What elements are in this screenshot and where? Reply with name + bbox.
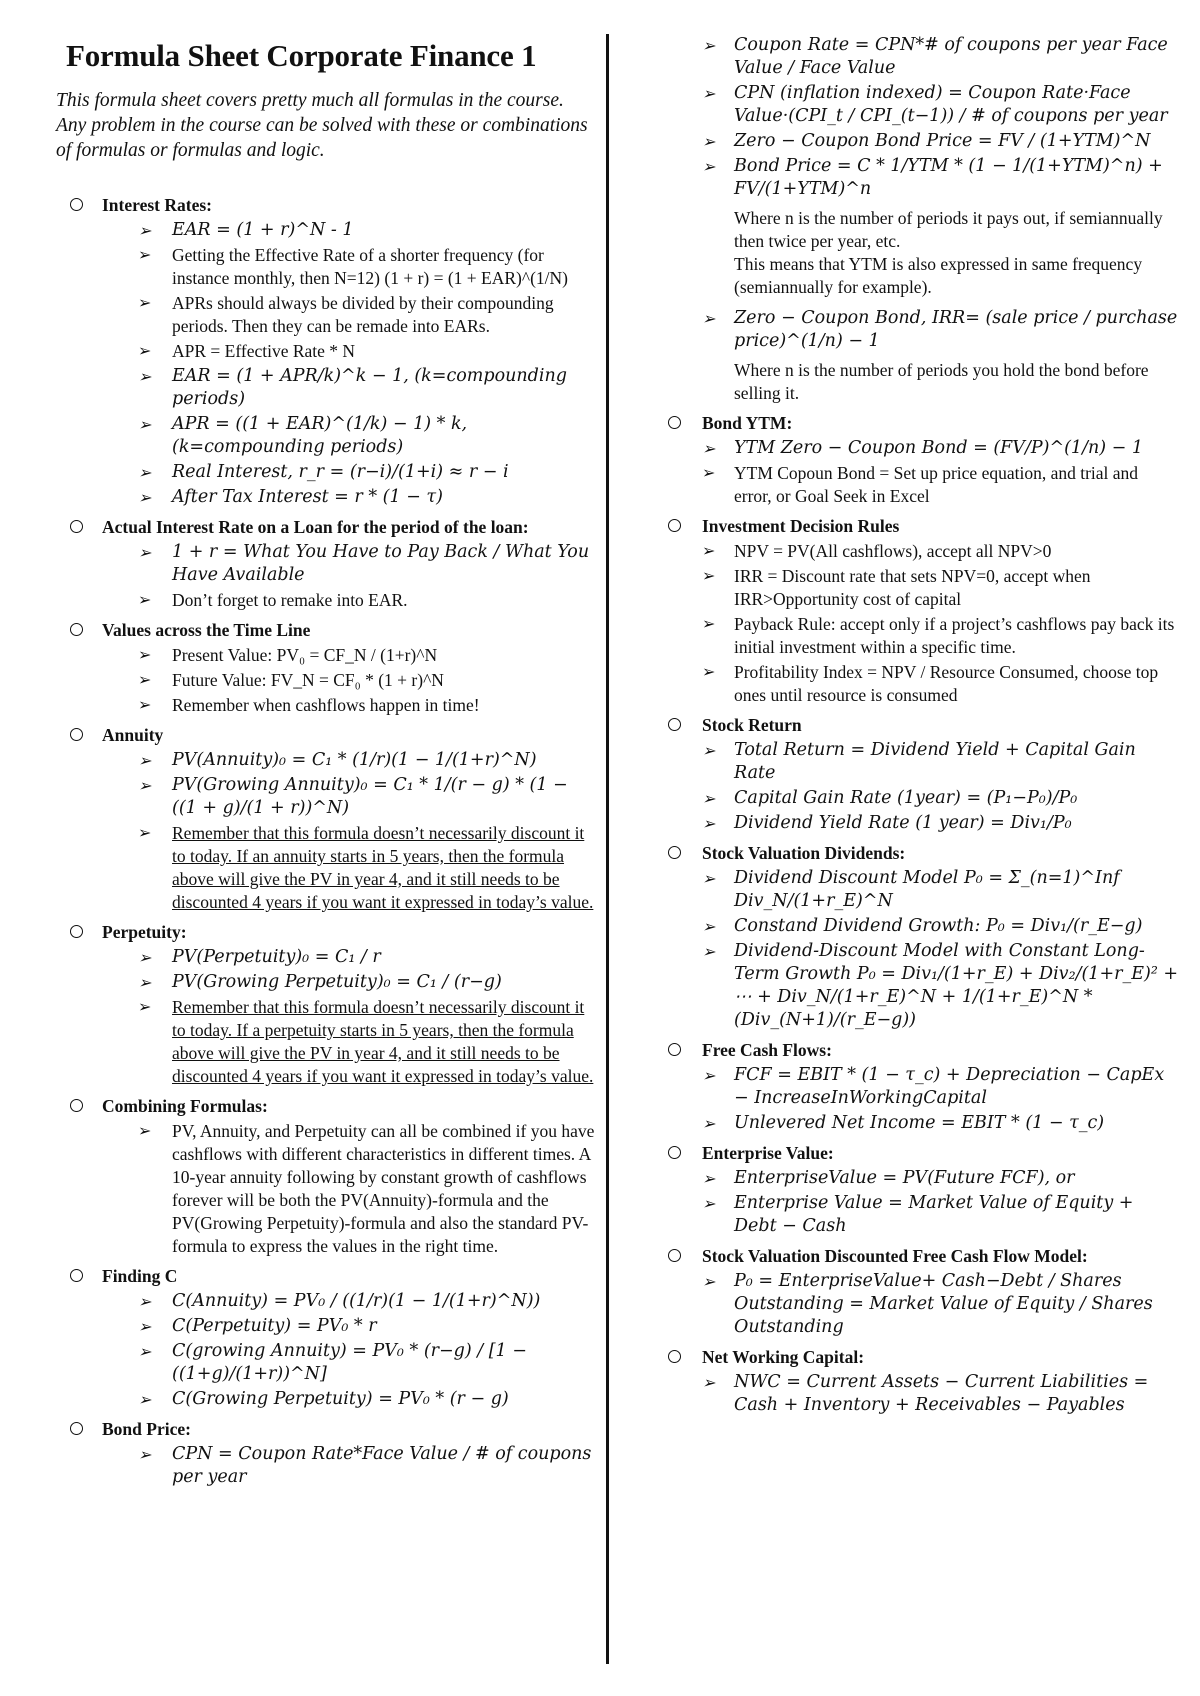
note-perpetuity-discount: ➢ Remember that this formula doesn’t necessarily discount it to today. If a perpetuity starts in 5 years, then the formula above will give the PV in year 4, and it still needs to be discounted 4 years if you want it expressed in today’s value.: [56, 996, 596, 1088]
formula-after-tax: ➢ After Tax Interest = r * (1 − τ): [56, 486, 596, 509]
section-stock-return: [660, 713, 1180, 841]
formula-ev-market: ➢ Enterprise Value = Market Value of Equity + Debt − Cash: [660, 1192, 1180, 1238]
formula-present-value: ➢ Present Value: PV₀ = CF_N / (1+r)^N: [56, 644, 596, 667]
section-bond-ytm: [660, 411, 1180, 514]
section-stock-valuation-dividends: [660, 841, 1180, 1038]
formula-ytm-zero: ➢ YTM Zero − Coupon Bond = (FV/P)^(1/n) − 1: [660, 437, 1180, 460]
note-remake-ear: ➢ Don’t forget to remake into EAR.: [56, 589, 596, 612]
intro-paragraph: This formula sheet covers pretty much all formulas in the course. Any problem in the course can be solved with these or combinations of formulas or formulas and logic.: [56, 90, 588, 161]
formula-ev-pv: ➢ EnterpriseValue = PV(Future FCF), or: [660, 1167, 1180, 1190]
formula-c-annuity: ➢ C(Annuity) = PV₀ / ((1/r)(1 − 1/(1+r)^N)): [56, 1290, 596, 1313]
formula-capital-gain: ➢ Capital Gain Rate (1year) = (P₁−P₀)/P₀: [660, 787, 1180, 810]
left-column: [56, 30, 596, 1495]
formula-cpn-inflation: ➢ CPN (inflation indexed) = Coupon Rate·Face Value·(CPI_t / CPI_(t−1)) / # of coupons per year: [660, 82, 1180, 128]
note-ytm-frequency: This means that YTM is also expressed in same frequency (semiannually for example).: [734, 254, 1143, 297]
formula-constant-growth: ➢ Constand Dividend Growth: P₀ = Div₁/(r_E−g): [660, 915, 1180, 938]
note-apr: ➢ APRs should always be divided by their compounding periods. Then they can be remade into EARs.: [56, 292, 596, 338]
section-free-cash-flows: [660, 1038, 1180, 1141]
section-heading: Annuity: [56, 723, 596, 747]
formula-effective-rate: ➢ Getting the Effective Rate of a shorter frequency (for instance monthly, then N=12) (1 + r) = (1 + EAR)^(1/N): [56, 244, 596, 290]
column-divider: [606, 34, 609, 1664]
formula-pv-growing-perpetuity: ➢ PV(Growing Perpetuity)₀ = C₁ / (r−g): [56, 971, 596, 994]
section-heading: Combining Formulas:: [56, 1094, 596, 1118]
section-heading: Stock Valuation Discounted Free Cash Flow Model:: [660, 1244, 1180, 1268]
section-heading: Investment Decision Rules: [660, 514, 1180, 538]
note-cashflow-timing: ➢ Remember when cashflows happen in time!: [56, 694, 596, 717]
formula-unlevered-income: ➢ Unlevered Net Income = EBIT * (1 − τ_c): [660, 1112, 1180, 1135]
formula-dividend-yield: ➢ Dividend Yield Rate (1 year) = Div₁/P₀: [660, 812, 1180, 835]
formula-ddm: ➢ Dividend Discount Model P₀ = Σ_(n=1)^Inf Div_N/(1+r_E)^N: [660, 867, 1180, 913]
section-perpetuity: [56, 920, 596, 1094]
section-heading: Stock Return: [660, 713, 1180, 737]
formula-apr-ear: ➢ APR = ((1 + EAR)^(1/k) − 1) * k, (k=compounding periods): [56, 413, 596, 459]
note-combining: ➢ PV, Annuity, and Perpetuity can all be combined if you have cashflows with different characteristics in different times. A 10-year annuity following by constant growth of cashflows forever will be both the PV(Annuity)-formula and the PV(Growing Perpetuity)-formula and also the standard PV-formula to express the values in the right time.: [56, 1120, 596, 1258]
formula-c-growing-annuity: ➢ C(growing Annuity) = PV₀ * (r−g) / [1 − ((1+g)/(1+r))^N]: [56, 1340, 596, 1386]
formula-loan-rate: ➢ 1 + r = What You Have to Pay Back / What You Have Available: [56, 541, 596, 587]
section-heading: Actual Interest Rate on a Loan for the period of the loan:: [56, 515, 596, 539]
note-periods: Where n is the number of periods it pays out, if semiannually then twice per year, etc.: [734, 208, 1163, 251]
formula-future-value: ➢ Future Value: FV_N = CF₀ * (1 + r)^N: [56, 669, 596, 692]
section-annuity: [56, 723, 596, 920]
formula-pv-annuity: ➢ PV(Annuity)₀ = C₁ * (1/r)(1 − 1/(1+r)^N): [56, 749, 596, 772]
formula-pv-perpetuity: ➢ PV(Perpetuity)₀ = C₁ / r: [56, 946, 596, 969]
formula-nwc: ➢ NWC = Current Assets − Current Liabilities = Cash + Inventory + Receivables − Payables: [660, 1371, 1180, 1417]
formula-coupon-rate: ➢ Coupon Rate = CPN*# of coupons per year Face Value / Face Value: [660, 34, 1180, 80]
rule-profitability-index: ➢ Profitability Index = NPV / Resource Consumed, choose top ones until resource is consumed: [660, 661, 1180, 707]
section-heading: Bond YTM:: [660, 411, 1180, 435]
section-heading: Finding C: [56, 1264, 596, 1288]
section-time-line: [56, 618, 596, 723]
formula-bond-price: ➢ Bond Price = C * 1/YTM * (1 − 1/(1+YTM)^n) + FV/(1+YTM)^n: [660, 155, 1180, 201]
formula-c-perpetuity: ➢ C(Perpetuity) = PV₀ * r: [56, 1315, 596, 1338]
rule-npv: ➢ NPV = PV(All cashflows), accept all NPV>0: [660, 540, 1180, 563]
rule-irr: ➢ IRR = Discount rate that sets NPV=0, accept when IRR>Opportunity cost of capital: [660, 565, 1180, 611]
section-heading: Free Cash Flows:: [660, 1038, 1180, 1062]
section-heading: Net Working Capital:: [660, 1345, 1180, 1369]
section-heading: Bond Price:: [56, 1417, 596, 1441]
section-heading: Stock Valuation Dividends:: [660, 841, 1180, 865]
formula-ytm-coupon: ➢ YTM Copoun Bond = Set up price equation, and trial and error, or Goal Seek in Excel: [660, 462, 1180, 508]
formula-ear-apr: ➢ EAR = (1 + APR/k)^k − 1, (k=compounding periods): [56, 365, 596, 411]
section-net-working-capital: [660, 1345, 1180, 1423]
formula-cpn: ➢ CPN = Coupon Rate*Face Value / # of coupons per year: [56, 1443, 596, 1489]
note-hold-periods: Where n is the number of periods you hold the bond before selling it.: [734, 360, 1149, 403]
formula-zero-coupon-price: ➢ Zero − Coupon Bond Price = FV / (1+YTM)^N: [660, 130, 1180, 153]
right-column: [660, 30, 1180, 1423]
section-heading: Interest Rates:: [56, 193, 596, 217]
section-interest-rates: [56, 193, 596, 515]
formula-fcf: ➢ FCF = EBIT * (1 − τ_c) + Depreciation − CapEx − IncreaseInWorkingCapital: [660, 1064, 1180, 1110]
formula-total-return: ➢ Total Return = Dividend Yield + Capital Gain Rate: [660, 739, 1180, 785]
section-heading: Perpetuity:: [56, 920, 596, 944]
section-combining: [56, 1094, 596, 1264]
formula-zero-coupon-irr: ➢ Zero − Coupon Bond, IRR= (sale price / purchase price)^(1/n) − 1: [660, 307, 1180, 353]
section-finding-c: [56, 1264, 596, 1417]
formula-apr-effective: ➢ APR = Effective Rate * N: [56, 340, 596, 363]
formula-ear: ➢ EAR = (1 + r)^N - 1: [56, 219, 596, 242]
section-heading: Values across the Time Line: [56, 618, 596, 642]
formula-real-interest: ➢ Real Interest, r_r = (r−i)/(1+i) ≈ r − i: [56, 461, 596, 484]
section-dcf-model: [660, 1244, 1180, 1345]
section-investment-rules: [660, 514, 1180, 713]
section-bond-price: [56, 1417, 596, 1495]
rule-payback: ➢ Payback Rule: accept only if a project’s cashflows pay back its initial investment within a specific time.: [660, 613, 1180, 659]
formula-c-growing-perpetuity: ➢ C(Growing Perpetuity) = PV₀ * (r − g): [56, 1388, 596, 1411]
page-title: Formula Sheet Corporate Finance 1: [66, 38, 537, 73]
section-heading: Enterprise Value:: [660, 1141, 1180, 1165]
formula-ddm-long-term: ➢ Dividend-Discount Model with Constant Long-Term Growth P₀ = Div₁/(1+r_E) + Div₂/(1+r_E)² + ⋯ + Div_N/(1+r_E)^N + 1/(1+r_E)^N * (Div_(N+1)/(r_E−g)): [660, 940, 1180, 1032]
section-enterprise-value: [660, 1141, 1180, 1244]
section-actual-interest: [56, 515, 596, 618]
formula-dcf-price: ➢ P₀ = EnterpriseValue+ Cash−Debt / Shares Outstanding = Market Value of Equity / Shares Outstanding: [660, 1270, 1180, 1339]
note-annuity-discount: ➢ Remember that this formula doesn’t necessarily discount it to today. If an annuity starts in 5 years, then the formula above will give the PV in year 4, and it still needs to be discounted 4 years if you want it expressed in today’s value.: [56, 822, 596, 914]
formula-pv-growing-annuity: ➢ PV(Growing Annuity)₀ = C₁ * 1/(r − g) * (1 − ((1 + g)/(1 + r))^N): [56, 774, 596, 820]
